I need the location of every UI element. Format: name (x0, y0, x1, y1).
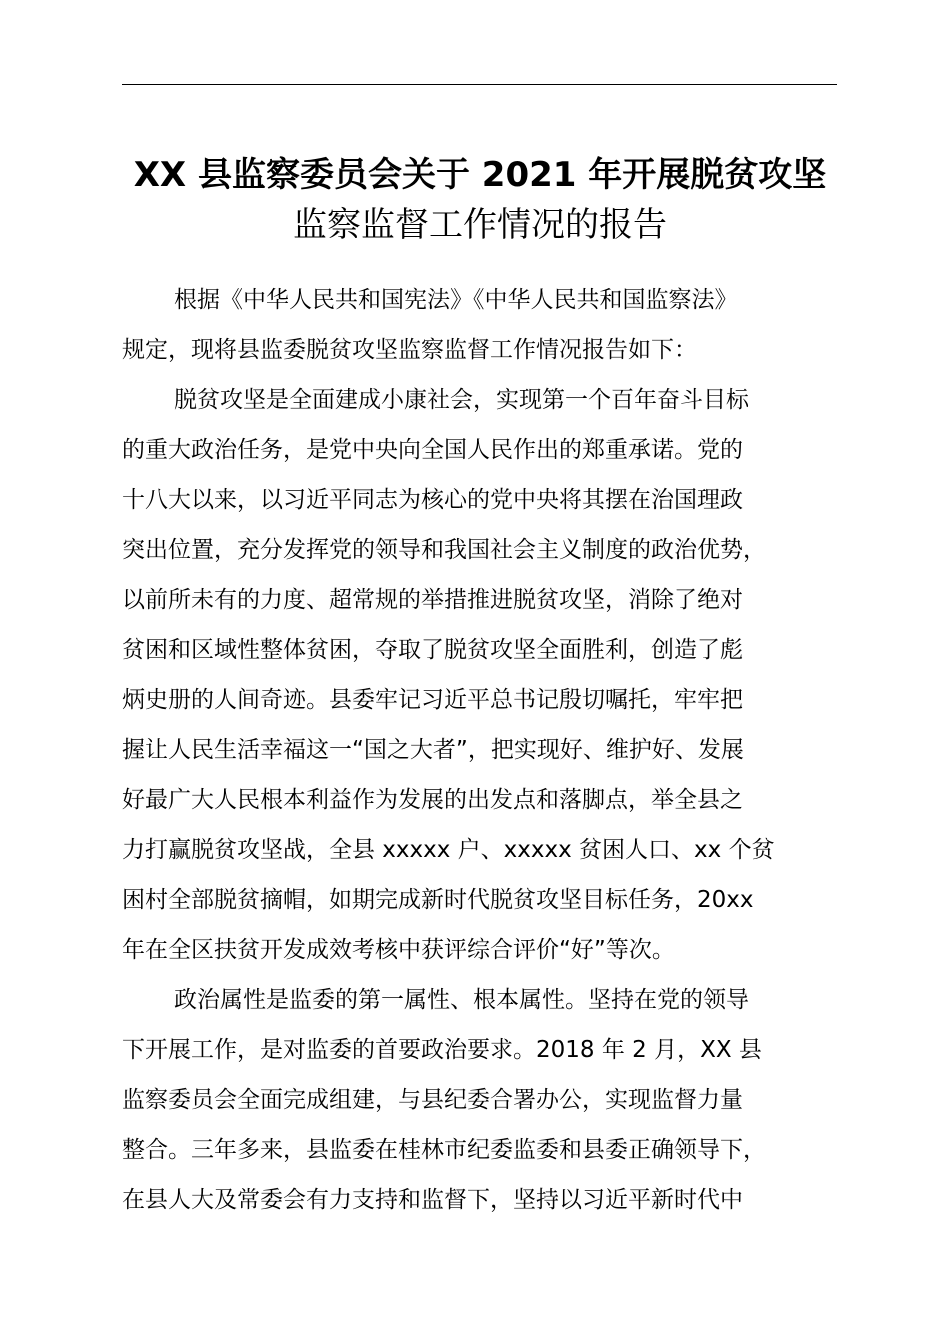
title-line-1: XX 县监察委员会关于 2021 年开展脱贫攻坚 (133, 155, 827, 195)
paragraph-line: 好最广大人民根本利益作为发展的出发点和落脚点，举全县之 (122, 787, 743, 813)
paragraph-line: 规定，现将县监委脱贫攻坚监察监督工作情况报告如下： (122, 337, 697, 363)
paragraph-line: 的重大政治任务，是党中央向全国人民作出的郑重承诺。党的 (122, 437, 743, 463)
document-body (122, 275, 862, 1225)
paragraph-line: 下开展工作，是对监委的首要政治要求。2018 年 2 月，XX 县 (122, 1037, 762, 1063)
paragraph-line: 监察委员会全面完成组建，与县纪委合署办公，实现监督力量 (122, 1087, 743, 1113)
paragraph-line: 在县人大及常委会有力支持和监督下，坚持以习近平新时代中 (122, 1187, 743, 1213)
paragraph-line: 十八大以来，以习近平同志为核心的党中央将其摆在治国理政 (122, 487, 743, 513)
paragraph-line: 根据《中华人民共和国宪法》《中华人民共和国监察法》 (174, 287, 738, 313)
paragraph-line: 力打赢脱贫攻坚战，全县 xxxxx 户、xxxxx 贫困人口、xx 个贫 (122, 837, 775, 863)
paragraph-line: 政治属性是监委的第一属性、根本属性。坚持在党的领导 (174, 987, 749, 1013)
paragraph-line: 炳史册的人间奇迹。县委牢记习近平总书记殷切嘱托，牢牢把 (122, 687, 743, 713)
paragraph-line: 突出位置，充分发挥党的领导和我国社会主义制度的政治优势， (122, 537, 766, 563)
header-rule (122, 84, 837, 85)
paragraph-line: 脱贫攻坚是全面建成小康社会，实现第一个百年奋斗目标 (174, 387, 749, 413)
paragraph-line: 贫困和区域性整体贫困，夺取了脱贫攻坚全面胜利，创造了彪 (122, 637, 743, 663)
paragraph-line: 握让人民生活幸福这一“国之大者”，把实现好、维护好、发展 (122, 737, 744, 763)
paragraph-line: 以前所未有的力度、超常规的举措推进脱贫攻坚，消除了绝对 (122, 587, 743, 613)
document-title (100, 150, 860, 250)
paragraph-line: 整合。三年多来，县监委在桂林市纪委监委和县委正确领导下， (122, 1137, 766, 1163)
paragraph-line: 困村全部脱贫摘帽，如期完成新时代脱贫攻坚目标任务，20xx (122, 887, 754, 913)
title-line-2: 监察监督工作情况的报告 (293, 205, 667, 245)
paragraph-line: 年在全区扶贫开发成效考核中获评综合评价“好”等次。 (122, 937, 675, 963)
